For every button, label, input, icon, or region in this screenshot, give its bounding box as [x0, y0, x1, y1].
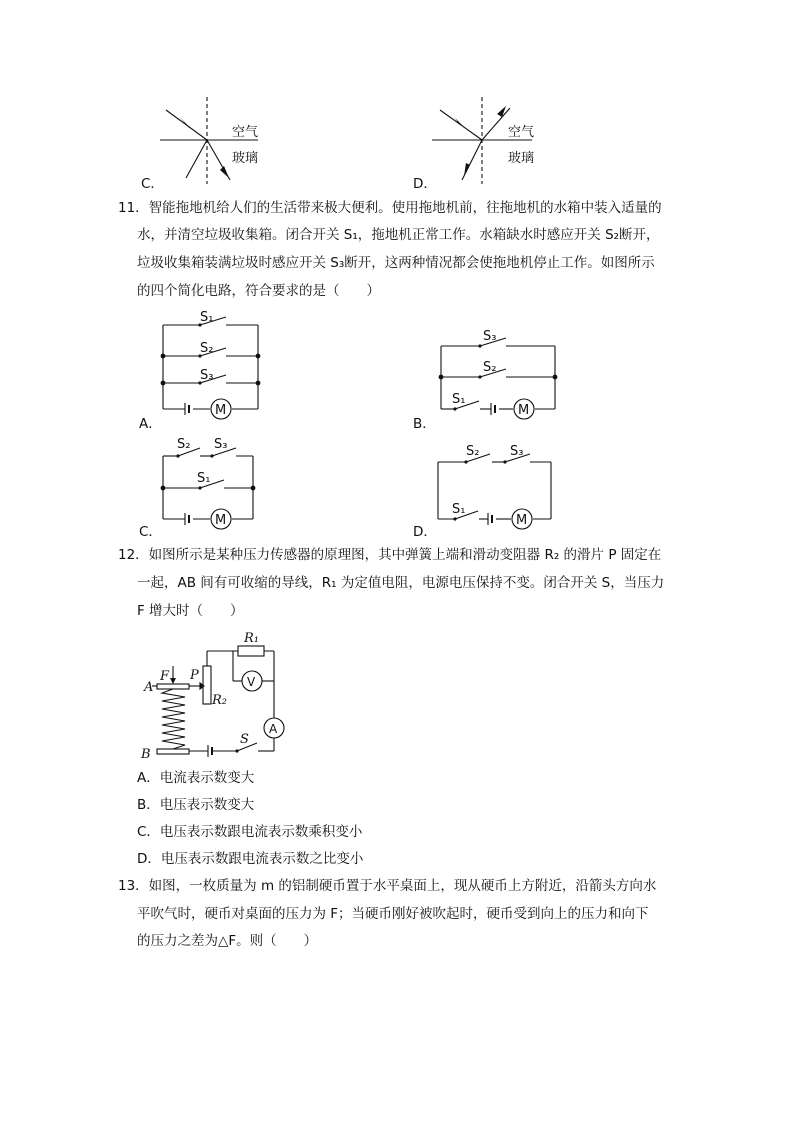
- q11-a-s1-label: S₁: [200, 310, 214, 325]
- q12-option-c: C．电压表示数跟电流表示数乘积变小: [137, 824, 363, 840]
- q10-d-air-label: 空气: [508, 125, 535, 140]
- q12-stem-line-2: 一起，AB 间有可收缩的导线，R₁ 为定值电阻，电源电压保持不变。闭合开关 S，当压力: [137, 575, 665, 591]
- q12-switch-label: S: [240, 732, 249, 747]
- q10-c-label: C．: [141, 176, 164, 192]
- q12-p-label: P: [190, 668, 199, 683]
- q12-r2-label: R₂: [212, 693, 227, 708]
- q11-a-s2-label: S₂: [200, 341, 214, 356]
- q11-b-s3-label: S₃: [483, 329, 497, 344]
- q11-d-s1-label: S₁: [452, 502, 466, 517]
- q12-stem-line-3: F 增大时（ ）: [137, 603, 244, 619]
- q12-voltmeter-label: V: [247, 675, 256, 689]
- q11-a-label: A．: [139, 416, 162, 432]
- q11-stem-line-4: 的四个简化电路，符合要求的是（ ）: [137, 283, 380, 299]
- q10-c-glass-label: 玻璃: [232, 151, 259, 166]
- q12-f-label: F: [160, 669, 170, 684]
- q12-b-label: B: [141, 747, 151, 762]
- q12-option-b: B．电压表示数变大: [137, 797, 255, 813]
- q12-r1-label: R₁: [244, 631, 259, 646]
- q12-ammeter-label: A: [269, 722, 278, 736]
- q11-c-motor-label: M: [215, 513, 227, 528]
- q13-stem-line-2: 平吹气时，硬币对桌面的压力为 F；当硬币刚好被吹起时，硬币受到向上的压力和向下: [137, 906, 649, 922]
- q11-d-label: D．: [413, 524, 437, 540]
- q12-a-label: A: [144, 680, 154, 695]
- q11-c-label: C．: [139, 524, 162, 540]
- q11-a-s3-label: S₃: [200, 368, 214, 383]
- q10-d-label: D．: [413, 176, 437, 192]
- q11-c-s1-label: S₁: [197, 471, 211, 486]
- q10-d-glass-label: 玻璃: [508, 151, 535, 166]
- q11-c-s3-label: S₃: [214, 437, 228, 452]
- q11-b-motor-label: M: [518, 403, 530, 418]
- q12-option-d: D．电压表示数跟电流表示数之比变小: [137, 851, 364, 867]
- q11-b-s1-label: S₁: [452, 392, 466, 407]
- q12-stem-line-1: 12．如图所示是某种压力传感器的原理图，其中弹簧上端和滑动变阻器 R₂ 的滑片 P 固定在: [118, 547, 662, 563]
- q11-stem-line-3: 垃圾收集箱装满垃圾时感应开关 S₃断开，这两种情况都会使拖地机停止工作。如图所示: [137, 255, 655, 271]
- q11-b-label: B．: [413, 416, 436, 432]
- q11-d-s2-label: S₂: [466, 444, 480, 459]
- q10-c-air-label: 空气: [232, 125, 259, 140]
- q11-stem-line-2: 水，并清空垃圾收集箱。闭合开关 S₁，拖地机正常工作。水箱缺水时感应开关 S₂断开，: [137, 227, 660, 243]
- q11-c-s2-label: S₂: [177, 437, 191, 452]
- q13-stem-line-1: 13．如图，一枚质量为 m 的铝制硬币置于水平桌面上，现从硬币上方附近，沿箭头方向水: [118, 878, 657, 894]
- q11-b-s2-label: S₂: [483, 360, 497, 375]
- q12-option-a: A．电流表示数变大: [137, 770, 255, 786]
- q11-a-motor-label: M: [215, 403, 227, 418]
- q11-d-motor-label: M: [516, 513, 528, 528]
- q11-stem-line-1: 11．智能拖地机给人们的生活带来极大便利。使用拖地机前，往拖地机的水箱中装入适量的: [118, 200, 662, 216]
- q11-d-s3-label: S₃: [510, 444, 524, 459]
- q13-stem-line-3: 的压力之差为△F。则（ ）: [137, 933, 318, 949]
